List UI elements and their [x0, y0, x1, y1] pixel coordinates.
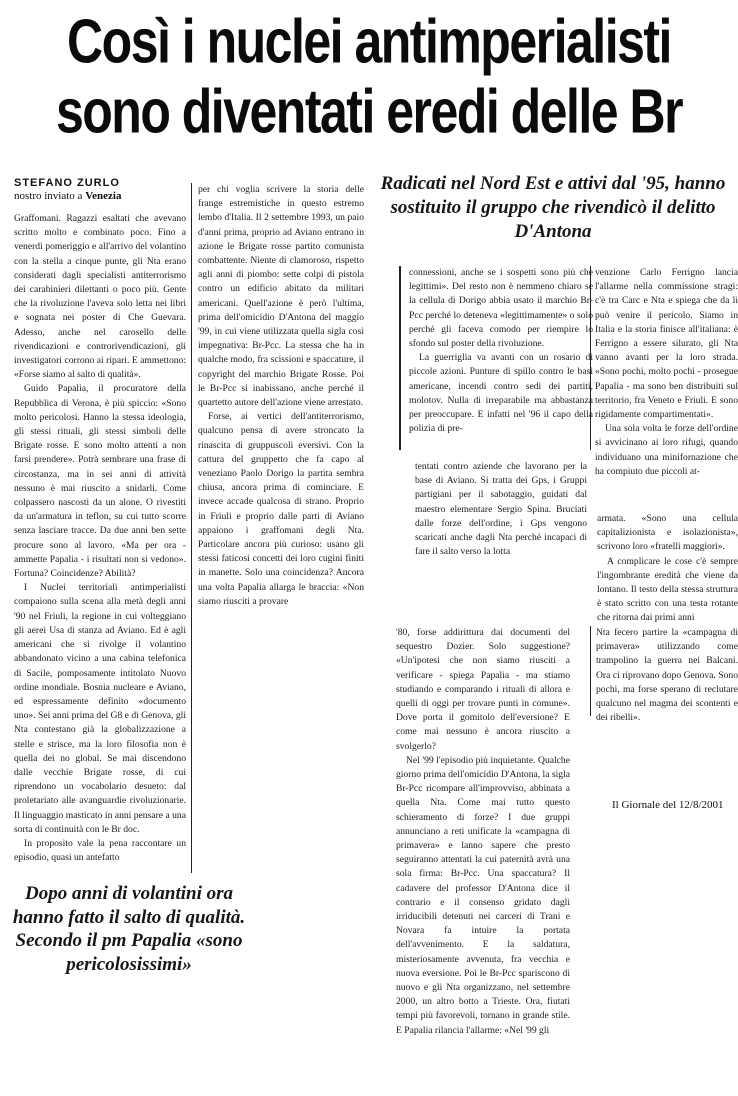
paragraph: A complicare le cose c'è sempre l'ingombrante eredità che viene da lontano. Il testo della stessa struttura è stato scritto con una testa rotante che ritorna dai primi anni	[597, 555, 738, 624]
article-column-2	[198, 183, 364, 643]
paragraph: Guido Papalia, il procuratore della Repubblica di Verona, è più spiccio: «Sono molto pericolosi. Hanno la stessa ideologia, gli stessi rituali, gli stessi simboli delle Brigate rosse. E sono molto attenti a non farsi prendere». Potrà sembrare una frase di circostanza, ma in sei anni di attività nessuno è mai riuscito a snidarli. Come colpassero nascosti da un alone. O rivestiti da un'armatura in teflon, su cui tutto scorre senza lasciare tracce. Da due anni ben sette procure sono al lavoro. «Ma per ora - ammette Papalia - i risultati non si vedono». Fortuna? Coincidenze? Abilità?	[14, 383, 186, 580]
paragraph: tentati contro aziende che lavorano per la base di Aviano. Si tratta dei Gps, i Gruppi partigiani per il sabotaggio, guidati dal maestro elementare Sergio Spina. Bruciati dalle forze dell'ordine, i Gps vengono scaricati anche dagli Nta perché incapaci di fare il salto verso la lotta	[415, 461, 587, 558]
paragraph: '80, forse addirittura dai documenti del sequestro Dozier. Solo suggestione? «Un'ipotesi che non siamo riusciti a verificare - spiega Papalia - ma stiamo studiando e comparando i rituali di allora e quelli di oggi per trovare punti in comune». Dove porta il gomitolo dell'eversione? E come mai nessuno è ancora riuscito a svolgerlo?	[396, 627, 570, 752]
paragraph: connessioni, anche se i sospetti sono più che legittimi». Del resto non è nemmeno chiaro se la cellula di Dorigo abbia usato il marchio Br-Pcc perché lo deteneva «legittimamente» o solo perché gli faceva comodo per riempire lo sfondo sul poster della rivoluzione.	[409, 267, 593, 350]
headline-line-1: Così i nuclei antimperialisti	[67, 6, 671, 77]
paragraph: In proposito vale la pena raccontare un episodio, quasi un antefatto	[14, 837, 186, 864]
article-column-4	[396, 626, 570, 1086]
paragraph: Nta fecero partire la «campagna di primavera» utilizzando come trampolino la guerra nei Balcani. Ora ci riprovano dopo Genova. Sono pochi, ma forse sperano di reclutare qualcuno nel magma dei scontenti e dei ribelli».	[596, 627, 738, 724]
byline	[14, 177, 121, 203]
article-subheading: Radicati nel Nord Est e attivi dal '95, hanno sostituito il gruppo che rivendicò il delitto D'Antona	[380, 173, 726, 242]
pull-quote: Dopo anni di volantini ora hanno fatto il salto di qualità. Secondo il pm Papalia «sono pericolosissimi»	[12, 883, 246, 975]
column-divider	[191, 183, 192, 873]
paragraph: I Nuclei territoriali antimperialisti compaiono sulla scena alla metà degli anni '90 nel Friuli, la regione in cui volteggiano gli aerei Usa di stanza ad Aviano. Ed è agli americani che si rivolge il volantino abbandonato vicino a una cabina telefonica di Sacile, pomposamente intitolato Nuovo ordine mondiale. Bosnia nucleare e Aviano, ed espressamente definito «documento uno». Sei anni prima del G8 e di Genova, gli Nta contestano già la globalizzazione a stelle e strisce, ma la loro filosofia non è quella dei no global. Se mai discendono dalle vecchie Brigate rosse, di cui riprendono un vocabolario desueto: dal proletariato alle avanguardie rivoluzionarie. Il linguaggio masticato in anni pensare a una sorta di continuità con le Br doc.	[14, 582, 186, 835]
paragraph: per chi voglia scrivere la storia delle frange estremistiche in questo estremo lembo d'Italia. Il 2 settembre 1993, un paio d'anni prima, proprio ad Aviano entrano in azione le Brigate rosse partito comunista combattente. Niente di clamoroso, rispetto agli anni di piombo: sette colpi di pistola contro un edificio abitato da militari americani. Quell'azione è però l'ultima, prima dell'omicidio D'Antona del maggio '99, in cui viene utilizzata quella sigla così impegnativa: Br-Pcc. La stessa che ha in qualche modo, fra scissioni e spaccature, il copyright del marchio Brigate Rosse. Poi le Br-Pcc si inabissano, anche perché il quartetto autore dell'azione viene arrestato.	[198, 184, 364, 409]
byline-place	[14, 190, 121, 202]
article-column-5	[399, 266, 593, 450]
byline-city: Venezia	[85, 190, 122, 202]
column-divider	[590, 626, 591, 716]
headline-line-2: sono diventati eredi delle Br	[55, 76, 683, 147]
paragraph: Forse, ai vertici dell'antiterrorismo, qualcuno pensa di avere stroncato la rinascita di gruppuscoli eversivi. Con la cattura del gruppetto che fa capo al veneziano Paolo Dorigo la partita sembra chiusa, ancora prima di cominciare. E invece accade qualcosa di strano. Proprio in Friuli e proprio dalle parti di Aviano appaiono i graffomani degli Nta. Particolare ancora più curioso: usano gli stessi faticosi concetti dei loro cugini finiti in manette. Solo una coincidenza? Ancora una volta Papalia allarga le braccia: «Non siamo riusciti a provare	[198, 411, 364, 607]
paragraph: Graffomani. Ragazzi esaltati che avevano scritto molto e combinato poco. Fino a venerdì pomeriggio e all'arrivo del volantino con la stella a cinque punte, gli Nta erano considerati dagli specialisti antiterrorismo dei carabinieri dilettanti o poco più. Gente che la rivoluzione l'aveva solo letta nei libri e sognata nei poster di Che Guevara. Adesso, anche nel carosello delle rivendicazioni e controrivendicazioni, gli investigatori corrono ai ripari. E ammettono: «Forse siamo al salto di qualità».	[14, 213, 186, 381]
paragraph: armata. «Sono una cellula capitalizionista e isolazionista», scrivono loro «fratelli maggiori».	[597, 513, 738, 553]
paragraph: venzione Carlo Ferrigno lancia l'allarme nella commissione stragi: c'è tra Carc e Nta e spiega che da lì può venire il pericolo. Siamo in Italia e la storia finisce all'italiana: è Ferrigno a essere silurato, gli Nta vanno avanti per la loro strada. «Sono pochi, molto pochi - prosegue Papalia - ma sono ben distribuiti sul territorio, fra Veneto e Friuli. E sono rigidamente compartimentati».	[595, 267, 738, 421]
paragraph: Nel '99 l'episodio più inquietante. Qualche giorno prima dell'omicidio D'Antona, la sigla Br-Pcc ricompare all'improvviso, abbinata a quella Nta. Come mai tutto questo schieramento di forze? I due gruppi annunciano a reti unificate la «campagna di primavera» e lanno sapere che presto seguiranno attentati la cui paternità avrà una sola firma: Br-Pcc. Una spaccatura? Il cadavere del professor D'Antona dice il contrario e il consenso gridato dagli irriducibili detenuti nei carceri di Trani e Novara fa intuire la portata dell'avvenimento. E la saldatura, misteriosamente avvenuta, fra vecchia e nuova eversione. Poi le Br-Pcc spariscono di nuovo e gli Nta organizzano, nel settembre 2000, un altro botto a Trieste. Ora, fiutati tempi più favorevoli, tornano in grande stile. E Papalia rilancia l'allarme: «Nel '99 gli	[396, 754, 570, 1036]
paragraph: La guerriglia va avanti con un rosario di piccole azioni. Punture di spillo contro le basi americane, incendi contro sedi dei partiti, molotov. Nulla di irreparabile ma abbastanza per preoccupare. E infatti nel '96 il capo della polizia di pre-	[409, 352, 593, 435]
article-column-1	[14, 212, 186, 862]
article-column-3	[415, 460, 587, 606]
article-column-7	[597, 512, 738, 624]
article-column-6	[595, 266, 738, 477]
byline-author: STEFANO ZURLO	[14, 177, 120, 189]
byline-place-prefix: nostro inviato a	[14, 190, 83, 202]
paragraph: Una sola volta le forze dell'ordine si avvicinano ai loro rifugi, quando individuano una minifornazione che ha compiuto due piccoli at-	[595, 423, 738, 477]
source-caption: Il Giornale del 12/8/2001	[612, 799, 724, 811]
article-column-8	[596, 626, 738, 724]
